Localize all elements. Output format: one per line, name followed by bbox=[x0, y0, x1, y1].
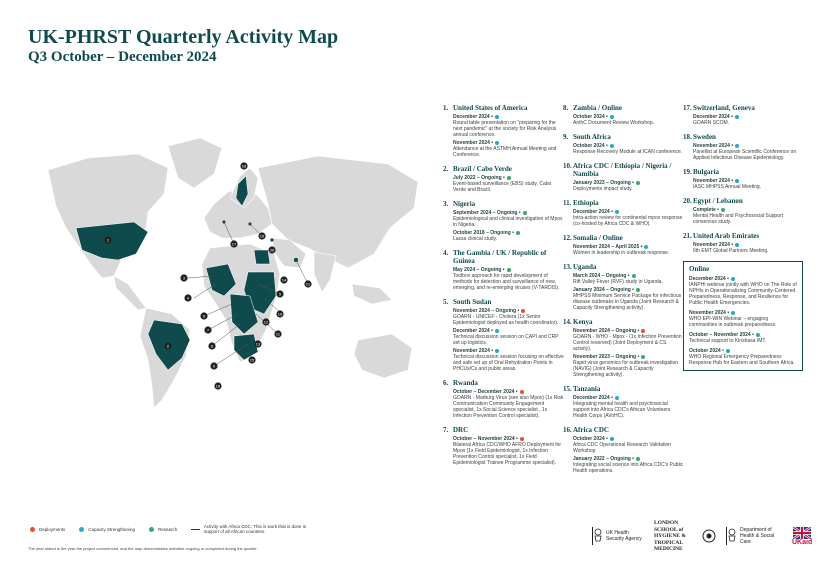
entry-number: 5. bbox=[443, 298, 449, 306]
activity-description: GOARN - UNICEF - Cholera (1x Senior Epidemiologist deployed as health coordinator). bbox=[453, 314, 559, 326]
activity-date-text: November 2024 • bbox=[453, 348, 494, 354]
entry-number: 10. bbox=[563, 162, 572, 170]
capacity-dot-icon bbox=[610, 144, 614, 148]
country-entry bbox=[443, 379, 565, 419]
svg-text:1: 1 bbox=[106, 237, 110, 243]
entry-header bbox=[563, 385, 685, 393]
country-entry bbox=[683, 168, 805, 190]
svg-text:8: 8 bbox=[210, 343, 214, 349]
map-marker bbox=[268, 246, 275, 253]
activity-date-text: October 2018 – Ongoing • bbox=[453, 230, 514, 236]
svg-text:21: 21 bbox=[305, 281, 311, 287]
activity-date-text: December 2024 • bbox=[453, 328, 493, 334]
svg-text:5: 5 bbox=[278, 291, 282, 297]
activity bbox=[573, 273, 685, 285]
map-marker bbox=[258, 232, 265, 239]
entry-number: 8. bbox=[563, 104, 569, 112]
entry-country: The Gambia / UK / Republic of Guinea bbox=[453, 249, 547, 265]
activity-description: Mental Health and Psychosocial Support consensus study. bbox=[693, 213, 784, 225]
country-entry bbox=[683, 232, 805, 254]
entry-country: Sweden bbox=[693, 133, 716, 141]
deployment-dot-icon bbox=[30, 527, 35, 532]
map-marker bbox=[184, 294, 191, 301]
entry-country: Uganda bbox=[573, 263, 597, 271]
research-dot-icon bbox=[636, 181, 640, 185]
activity-description: GOARN - WHO - Mpox - (1x Infection Prevention Control reserved) (Joint Deployment & CS activity). bbox=[573, 334, 682, 352]
activity-date-text: Complete • bbox=[693, 207, 719, 213]
map-marker bbox=[230, 240, 237, 247]
country-entry bbox=[443, 104, 565, 158]
research-dot-icon bbox=[516, 231, 520, 235]
deployment-dot-icon bbox=[641, 329, 645, 333]
activity-date-text: December 2024 • bbox=[693, 114, 733, 120]
country-entry bbox=[443, 200, 565, 242]
entry-country: South Africa bbox=[573, 133, 611, 141]
entry-header bbox=[683, 232, 805, 240]
svg-text:3: 3 bbox=[182, 275, 186, 281]
activity-description: Rift Valley Fever (RVF) study in Uganda. bbox=[573, 279, 663, 285]
activity bbox=[573, 244, 685, 256]
entry-header bbox=[443, 379, 565, 387]
activity-description: Rapid virus genomics for outbreak investigation (NAVIG) (Joint Research & Capacity Strengthening activity). bbox=[573, 360, 679, 378]
activity bbox=[453, 114, 565, 138]
activity-description: Response Recovery Module at ICAN conference. bbox=[573, 149, 683, 155]
page-title: UK-PHRST Quarterly Activity Map bbox=[28, 26, 339, 48]
country-entry bbox=[563, 426, 685, 474]
capacity-dot-icon bbox=[735, 243, 739, 247]
entry-country: Nigeria bbox=[453, 200, 476, 208]
activity-description: Technical discussion session on CAPI and CRP set up logistics. bbox=[453, 334, 559, 346]
map-marker bbox=[204, 326, 211, 333]
entry-number: 12. bbox=[563, 234, 572, 242]
entry-number: 1. bbox=[443, 104, 449, 112]
map-marker bbox=[274, 330, 281, 337]
activity bbox=[693, 178, 805, 190]
entry-number: 4. bbox=[443, 249, 449, 257]
entry-number: 19. bbox=[683, 168, 692, 176]
entry-country: Brazil / Cabo Verde bbox=[453, 165, 512, 173]
entry-country: Somalia / Online bbox=[573, 234, 623, 242]
entry-header bbox=[443, 249, 565, 265]
capacity-dot-icon bbox=[79, 527, 84, 532]
activity-description: Women in leadership in outbreak response. bbox=[573, 250, 670, 256]
activity-description: AnthC Document Review Workshop. bbox=[573, 120, 655, 126]
entry-country: Tanzania bbox=[573, 385, 601, 393]
deployment-dot-icon bbox=[520, 390, 524, 394]
lshtm-logo: LONDON SCHOOL of HYGIENE & TROPICAL MEDICINE bbox=[654, 520, 716, 553]
activity-column-3 bbox=[683, 104, 805, 371]
svg-text:14: 14 bbox=[281, 277, 287, 283]
entry-header bbox=[683, 104, 805, 112]
activity bbox=[693, 207, 805, 225]
activity bbox=[453, 267, 565, 291]
activity-description: IASC MHPSS Annual Meeting. bbox=[693, 184, 762, 190]
activity-date-text: November 2023 – Ongoing • bbox=[573, 354, 640, 360]
activity bbox=[573, 328, 685, 352]
activity-description: Panellist at European Scientific Conference on Applied Infectious Disease Epidemiology. bbox=[693, 149, 797, 161]
activity bbox=[693, 143, 805, 161]
activity-date-text: March 2024 – Ongoing • bbox=[573, 273, 630, 279]
activity-date-text: November 2024 – Ongoing • bbox=[453, 308, 520, 314]
activity-date-text: December 2024 • bbox=[573, 209, 613, 215]
research-dot-icon bbox=[507, 268, 511, 272]
research-dot-icon bbox=[149, 527, 154, 532]
page-subtitle: Q3 October – December 2024 bbox=[28, 49, 217, 65]
svg-text:16: 16 bbox=[215, 383, 221, 389]
activity-description: IANPHI webinar jointly with WHO on The Role of NPHIs in Operationalizing Community-Centered Preparedness, Response, and Resilience for Public Health Emergencies. bbox=[689, 282, 797, 306]
activity-date-text: November 2024 • bbox=[693, 242, 734, 248]
activity-description: Integrating mental health and psychosocial support into Africa CDC's African Volunteers Health Corps (AVoHC). bbox=[573, 401, 671, 419]
svg-text:18: 18 bbox=[241, 163, 247, 169]
activity bbox=[453, 308, 565, 326]
entry-number: 20. bbox=[683, 197, 692, 205]
entry-header bbox=[443, 200, 565, 208]
capacity-dot-icon bbox=[644, 245, 648, 249]
legend-capacity: Capacity Strengthening bbox=[79, 527, 135, 532]
activity bbox=[453, 140, 565, 158]
entry-country: South Sudan bbox=[453, 298, 492, 306]
entry-number: 18. bbox=[683, 133, 692, 141]
entry-country: Bulgaria bbox=[693, 168, 720, 176]
entry-number: 3. bbox=[443, 200, 449, 208]
activity bbox=[453, 348, 565, 372]
country-entry bbox=[443, 249, 565, 291]
activity-date-text: December 2024 • bbox=[573, 395, 613, 401]
activity-date-text: November 2024 • bbox=[693, 143, 734, 149]
entry-header bbox=[443, 426, 565, 434]
capacity-dot-icon bbox=[735, 115, 739, 119]
activity bbox=[573, 354, 685, 378]
activity-date-text: October 2024 • bbox=[573, 114, 608, 120]
activity-description: Event-based surveillance (EBS) study, Cabo Verde and Brazil. bbox=[453, 181, 552, 193]
activity-date-text: November 2024 – April 2025 • bbox=[573, 244, 643, 250]
entry-header bbox=[563, 263, 685, 271]
activity-date-text: October 2024 • bbox=[689, 348, 724, 354]
svg-text:9: 9 bbox=[212, 363, 216, 369]
capacity-dot-icon bbox=[495, 115, 499, 119]
activity bbox=[573, 209, 685, 227]
svg-text:6: 6 bbox=[202, 313, 206, 319]
map-marker bbox=[180, 274, 187, 281]
deployment-dot-icon bbox=[520, 437, 524, 441]
country-entry bbox=[443, 298, 565, 372]
country-entry bbox=[683, 104, 805, 126]
entry-number: 11. bbox=[563, 199, 572, 207]
research-dot-icon bbox=[721, 208, 725, 212]
map-lebanon bbox=[270, 238, 274, 242]
union-flag-icon bbox=[793, 527, 811, 539]
svg-text:7: 7 bbox=[206, 327, 210, 333]
entry-header bbox=[683, 168, 805, 176]
activity-description: MHPSS Minimum Service Package for infectious disease outbreaks in Uganda (Joint Research & Capacity Strengthening activity). bbox=[573, 293, 682, 311]
capacity-dot-icon bbox=[495, 141, 499, 145]
activity-description: Lassa clinical study. bbox=[453, 236, 498, 242]
svg-text:17: 17 bbox=[231, 241, 237, 247]
activity-date-text: January 2023 – Ongoing • bbox=[573, 180, 634, 186]
online-activity bbox=[689, 310, 797, 328]
capacity-dot-icon bbox=[615, 396, 619, 400]
activity-description: Attendance at the ASTMH Annual Meeting and Conference. bbox=[453, 146, 557, 158]
entry-header bbox=[683, 197, 805, 205]
entry-header bbox=[563, 133, 685, 141]
activity-date-text: September 2024 – Ongoing • bbox=[453, 210, 521, 216]
online-title: Online bbox=[689, 265, 710, 273]
country-entry bbox=[563, 263, 685, 311]
entry-country: DRC bbox=[453, 426, 469, 434]
entry-header bbox=[443, 104, 565, 112]
capacity-dot-icon bbox=[756, 333, 760, 337]
entry-header bbox=[563, 318, 685, 326]
map-marker bbox=[208, 342, 215, 349]
map-marker bbox=[262, 318, 269, 325]
activity bbox=[573, 143, 685, 155]
country-entry bbox=[563, 199, 685, 227]
crest-icon bbox=[726, 527, 737, 545]
svg-text:19: 19 bbox=[259, 233, 265, 239]
activity-date-text: November 2024 – Ongoing • bbox=[573, 328, 640, 334]
entry-header bbox=[563, 162, 685, 178]
activity-description: Round table presentation on "preparing for the next pandemic" at the society for Risk Analysis annual conference. bbox=[453, 120, 557, 138]
country-entry bbox=[563, 234, 685, 256]
entry-number: 6. bbox=[443, 379, 449, 387]
capacity-dot-icon bbox=[610, 115, 614, 119]
entry-header bbox=[563, 104, 685, 112]
country-entry bbox=[683, 197, 805, 225]
map-marker bbox=[210, 362, 217, 369]
entry-number: 21. bbox=[683, 232, 692, 240]
online-activity bbox=[689, 276, 797, 306]
capacity-dot-icon bbox=[731, 311, 735, 315]
activity-description: Intra-action review for continental mpox response (co-hosted by Africa CDC & WHO). bbox=[573, 215, 683, 227]
activity bbox=[453, 230, 565, 242]
svg-text:2: 2 bbox=[166, 343, 170, 349]
activity bbox=[573, 287, 685, 311]
activity-date-text: January 2024 – Ongoing • bbox=[573, 287, 634, 293]
activity-date-text: November 2024 • bbox=[693, 178, 734, 184]
activity-description: Toolbox approach for rapid development of methods for detection and surveillance of new, emerging, and re-emerging viruses (V-TARDIS). bbox=[453, 273, 560, 291]
activity bbox=[453, 389, 565, 419]
entry-country: Rwanda bbox=[453, 379, 478, 387]
partner-logos bbox=[592, 520, 822, 553]
leader-line-icon bbox=[191, 529, 200, 530]
country-entry bbox=[443, 165, 565, 193]
capacity-dot-icon bbox=[735, 144, 739, 148]
capacity-dot-icon bbox=[735, 179, 739, 183]
entry-header bbox=[563, 234, 685, 242]
activity bbox=[453, 328, 565, 346]
svg-text:20: 20 bbox=[269, 247, 275, 253]
entry-number: 13. bbox=[563, 263, 572, 271]
entry-country: Switzerland, Geneva bbox=[693, 104, 755, 112]
online-box bbox=[683, 261, 803, 371]
map-marker bbox=[164, 342, 171, 349]
map-marker bbox=[240, 162, 247, 169]
activity-description: Technical support to Kinshasa IMT. bbox=[689, 338, 767, 344]
online-activity bbox=[689, 348, 797, 366]
entry-country: Africa CDC bbox=[573, 426, 609, 434]
svg-text:10: 10 bbox=[277, 311, 283, 317]
country-entry bbox=[563, 133, 685, 155]
page-header bbox=[28, 26, 338, 66]
activity-column-1 bbox=[443, 104, 565, 473]
activity-description: GOARN SCOM. bbox=[693, 120, 730, 126]
legend-research: Research bbox=[149, 527, 177, 532]
activity-date-text: October 2024 • bbox=[573, 436, 608, 442]
activity bbox=[573, 180, 685, 192]
map-se-asia bbox=[352, 284, 392, 304]
svg-text:12: 12 bbox=[263, 319, 269, 325]
entry-country: United Arab Emirates bbox=[693, 232, 760, 240]
svg-text:13: 13 bbox=[255, 341, 261, 347]
deployment-dot-icon bbox=[521, 309, 525, 313]
activity-description: Deployments impact study. bbox=[573, 186, 633, 192]
entry-country: Kenya bbox=[573, 318, 593, 326]
activity bbox=[573, 395, 685, 419]
activity bbox=[453, 436, 565, 466]
activity-description: Bilateral Africa CDC/WHO AFRO Deployment for Mpox (1x Field Epidemiologist, 1x Infection Prevention Control specialist, 1x Field Epidemiologist Trainee Programme specialist). bbox=[453, 442, 562, 466]
entry-number: 9. bbox=[563, 133, 569, 141]
country-entry bbox=[563, 385, 685, 419]
legend bbox=[30, 524, 335, 534]
dhsc-logo: Department of Health & Social Care bbox=[726, 527, 782, 545]
map-north-america bbox=[48, 154, 168, 278]
capacity-dot-icon bbox=[495, 329, 499, 333]
world-map bbox=[18, 108, 426, 428]
country-entry bbox=[563, 104, 685, 126]
ukaid-logo: UKaid bbox=[792, 527, 812, 546]
activity-description: Technical discussion session focusing on effective and safe set up of Oral Rehydration Points in PHCUs/Cs and public areas. bbox=[453, 354, 564, 372]
crest-icon bbox=[592, 527, 603, 545]
entry-number: 14. bbox=[563, 318, 572, 326]
activity bbox=[453, 210, 565, 228]
activity bbox=[693, 114, 805, 126]
ukhsa-logo: UK Health Security Agency bbox=[592, 527, 644, 545]
research-dot-icon bbox=[636, 457, 640, 461]
map-australia bbox=[354, 334, 412, 378]
entry-header bbox=[563, 199, 685, 207]
country-entry bbox=[563, 162, 685, 192]
activity bbox=[693, 242, 805, 254]
activity-description: Epidemiological and clinical investigation of Mpox in Nigeria. bbox=[453, 216, 563, 228]
activity-date-text: January 2022 – Ongoing • bbox=[573, 456, 634, 462]
map-india bbox=[314, 252, 336, 292]
country-entry bbox=[683, 133, 805, 161]
activity-description: WHO EPI-WIN Webinar – engaging communities in outbreak preparedness. bbox=[689, 316, 777, 328]
activity bbox=[573, 456, 685, 474]
research-dot-icon bbox=[507, 176, 511, 180]
country-entry bbox=[563, 318, 685, 378]
entry-country: Egypt / Lebanon bbox=[693, 197, 743, 205]
map-greenland bbox=[168, 138, 222, 188]
map-marker bbox=[248, 356, 255, 363]
activity-date-text: October – November 2024 • bbox=[453, 436, 518, 442]
entry-header bbox=[683, 133, 805, 141]
activity-description: Africa CDC Operational Research Validation Workshop. bbox=[573, 442, 672, 454]
capacity-dot-icon bbox=[731, 277, 735, 281]
research-dot-icon bbox=[523, 211, 527, 215]
map-marker bbox=[280, 276, 287, 283]
activity-description: WHO Regional Emergency Preparedness Response Hub for Eastern and Southern Africa. bbox=[689, 354, 795, 366]
research-dot-icon bbox=[632, 274, 636, 278]
capacity-dot-icon bbox=[495, 349, 499, 353]
legend-africa-cdc: Activity with Africa CDC. This is work that is done in support of all African countries. bbox=[191, 524, 321, 534]
activity-date-text: October – December 2024 • bbox=[453, 389, 518, 395]
activity-date-text: May 2024 – Ongoing • bbox=[453, 267, 505, 273]
activity-date-text: October – November 2024 • bbox=[689, 332, 754, 338]
map-marker bbox=[254, 340, 261, 347]
footnote: The year stated is the year the project commenced, and the map demonstrates activities ongoing or completed during the quarter. bbox=[28, 546, 258, 551]
entry-number: 16. bbox=[563, 426, 572, 434]
activity-description: GOARN - Marburg Virus (see also Mpox) (1x Risk Communication Community Engagement specialist, 1x Social Science specialist , 1x Infection Prevention Control specialist). bbox=[453, 395, 564, 419]
map-marker bbox=[276, 290, 283, 297]
map-marker bbox=[214, 382, 221, 389]
activity bbox=[573, 114, 685, 126]
lshtm-emblem-icon bbox=[702, 528, 716, 544]
entry-country: Ethiopia bbox=[573, 199, 599, 207]
svg-text:4: 4 bbox=[186, 295, 190, 301]
capacity-dot-icon bbox=[726, 349, 730, 353]
research-dot-icon bbox=[641, 355, 645, 359]
map-marker bbox=[104, 236, 111, 243]
entry-country: United States of America bbox=[453, 104, 528, 112]
map-egypt bbox=[254, 250, 270, 264]
svg-text:11: 11 bbox=[275, 331, 281, 337]
map-central-america bbox=[114, 276, 146, 310]
activity-date-text: December 2024 • bbox=[453, 114, 493, 120]
entry-header bbox=[443, 165, 565, 173]
activity-column-2 bbox=[563, 104, 685, 481]
activity-description: Integrating social science into Africa CDC's Public Health operations. bbox=[573, 462, 684, 474]
activity-date-text: July 2022 – Ongoing • bbox=[453, 175, 505, 181]
entry-number: 15. bbox=[563, 385, 572, 393]
activity bbox=[573, 436, 685, 454]
map-marker bbox=[200, 312, 207, 319]
entry-number: 17. bbox=[683, 104, 692, 112]
capacity-dot-icon bbox=[610, 437, 614, 441]
legend-deployments: Deployments bbox=[30, 527, 65, 532]
entry-country: Zambia / Online bbox=[573, 104, 623, 112]
activity-date-text: November 2024 • bbox=[453, 140, 494, 146]
capacity-dot-icon bbox=[615, 210, 619, 214]
map-marker bbox=[276, 310, 283, 317]
activity-date-text: November 2024 • bbox=[689, 310, 730, 316]
entry-header bbox=[563, 426, 685, 434]
entry-header bbox=[443, 298, 565, 306]
activity-date-text: December 2024 • bbox=[689, 276, 729, 282]
research-dot-icon bbox=[636, 288, 640, 292]
svg-text:15: 15 bbox=[249, 357, 255, 363]
entry-country: Africa CDC / Ethiopia / Nigeria / Namibia bbox=[573, 162, 672, 178]
country-entry bbox=[443, 426, 565, 466]
activity-date-text: October 2024 • bbox=[573, 143, 608, 149]
online-activity bbox=[689, 332, 797, 344]
entry-number: 7. bbox=[443, 426, 449, 434]
map-marker bbox=[304, 280, 311, 287]
entry-number: 2. bbox=[443, 165, 449, 173]
activity bbox=[453, 175, 565, 193]
activity-description: 6th EMT Global Partners Meeting. bbox=[693, 248, 769, 254]
